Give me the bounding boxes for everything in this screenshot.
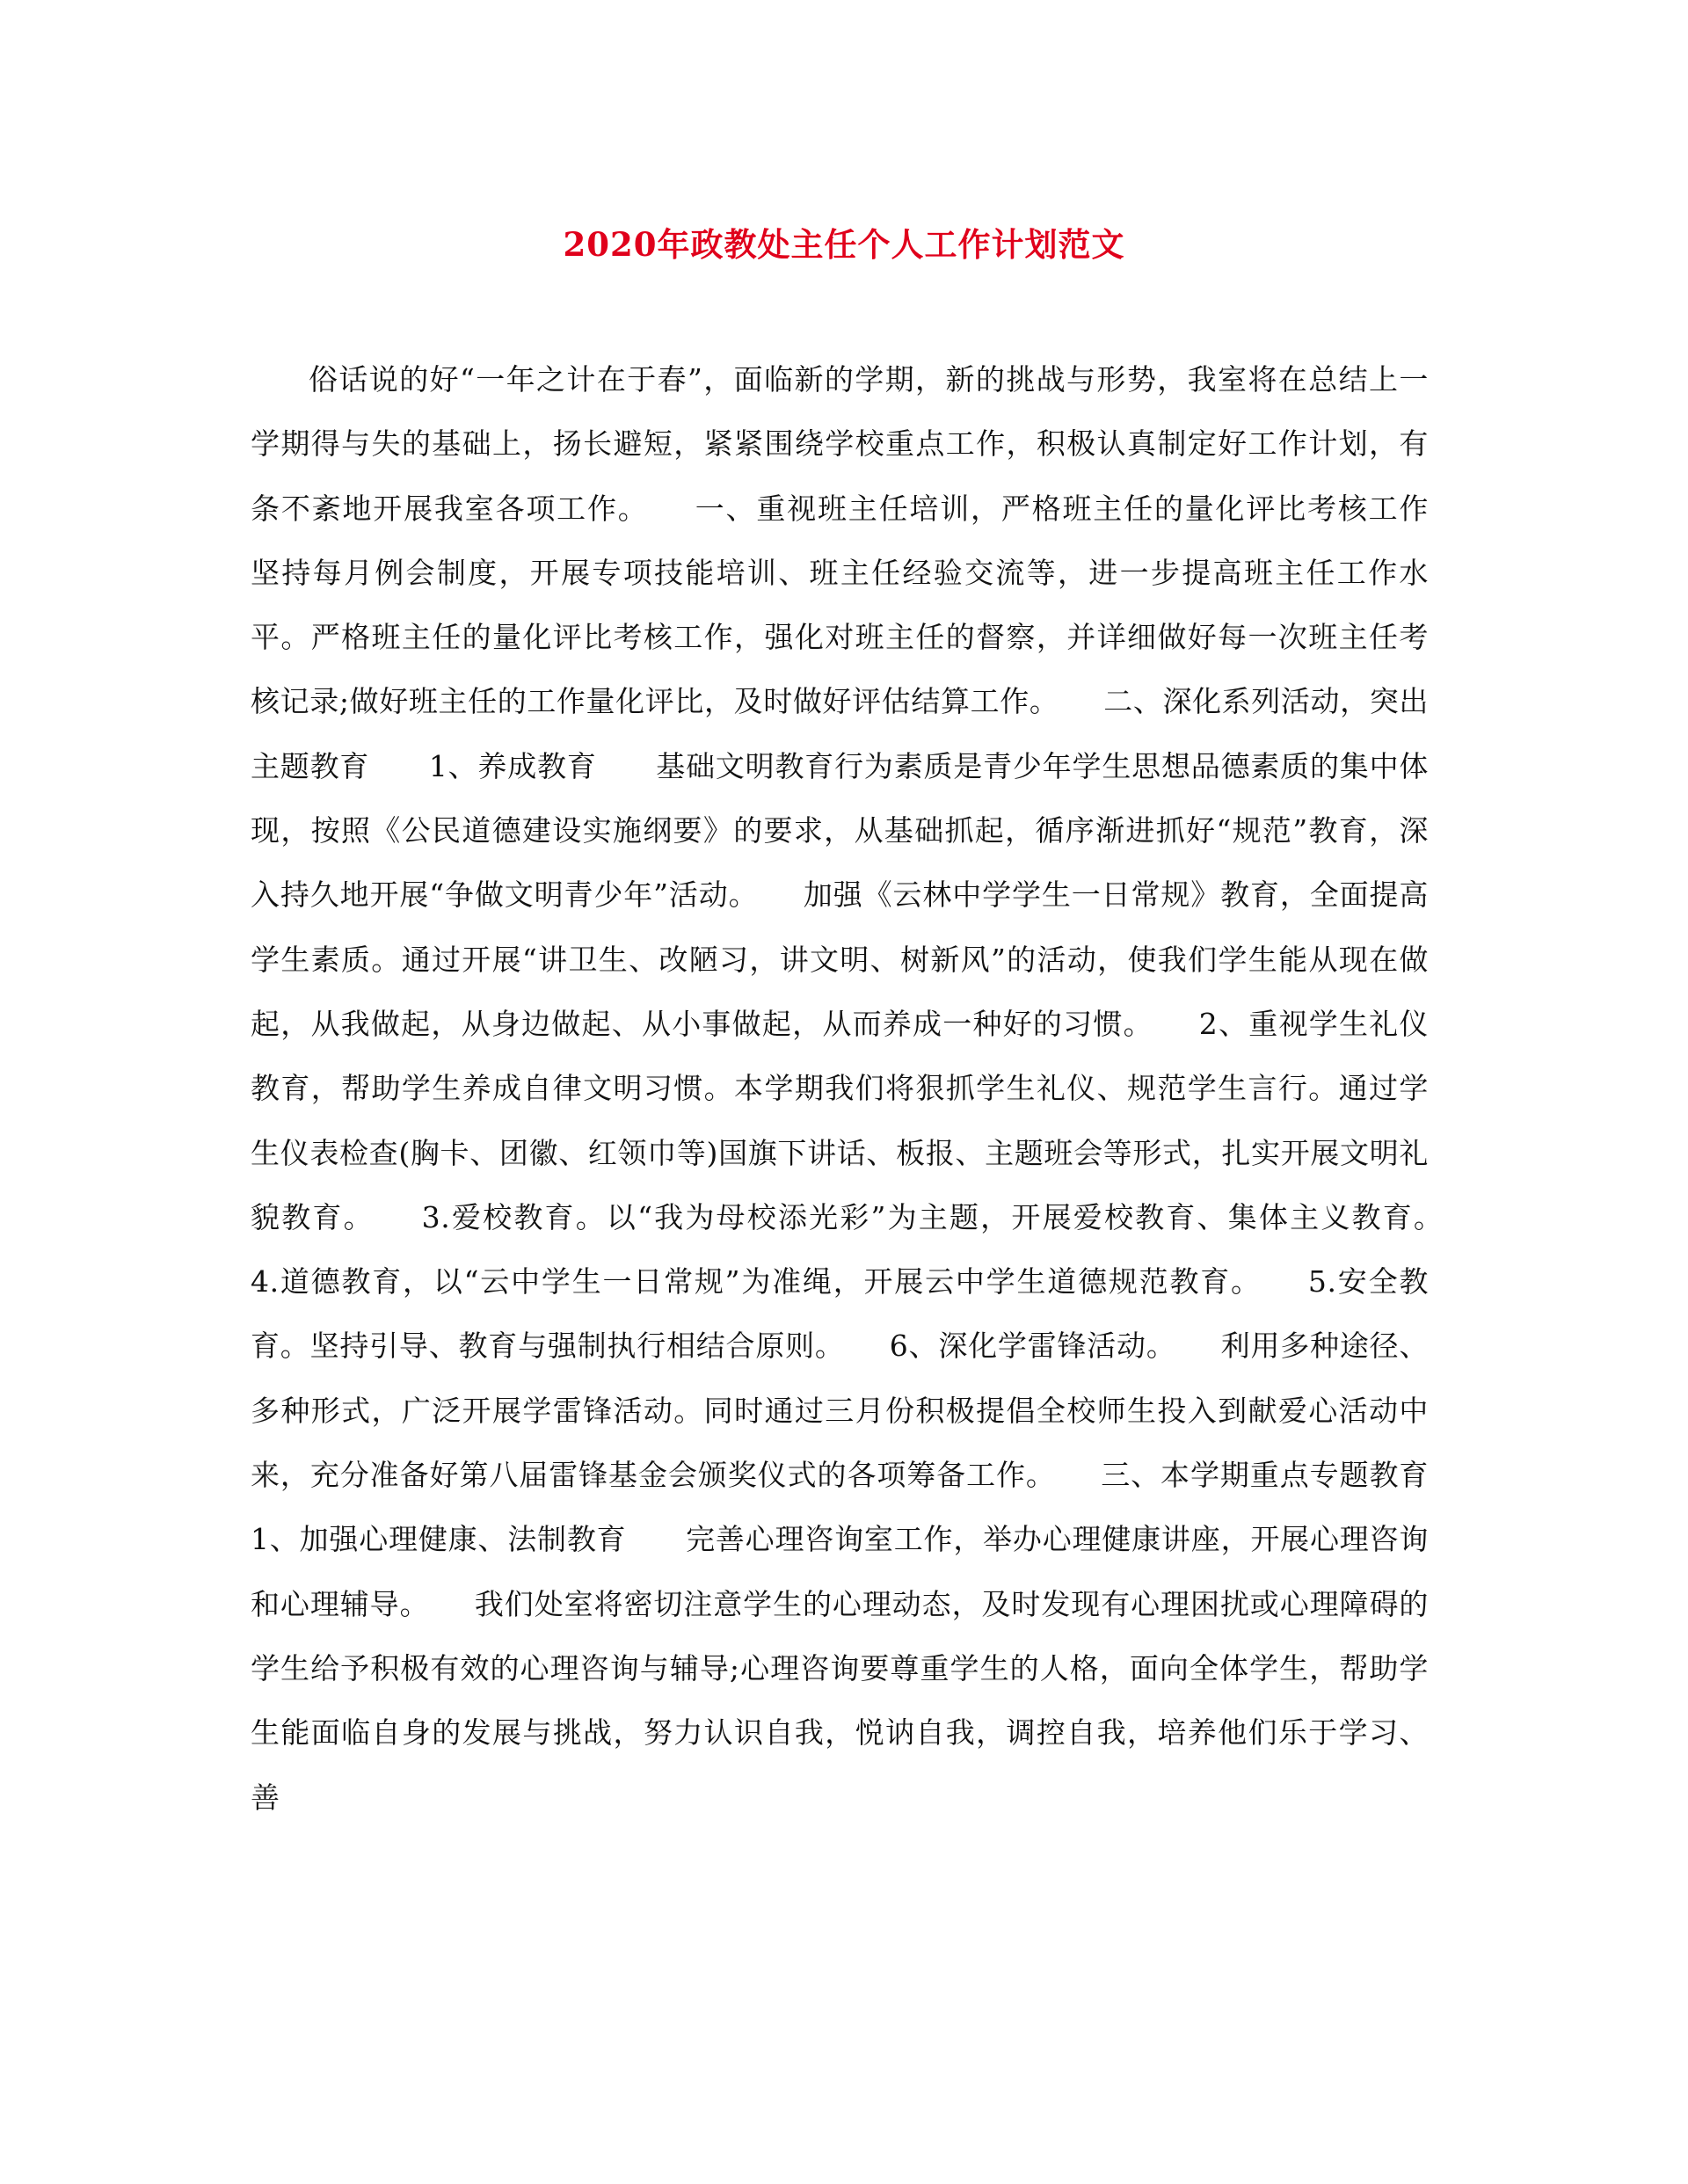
document-title: 2020年政教处主任个人工作计划范文 (563, 225, 1125, 264)
document-body-paragraph: 俗话说的好“一年之计在于春”，面临新的学期，新的挑战与形势，我室将在总结上一学期得与失的基础上，扬长避短，紧紧围绕学校重点工作，积极认真制定好工作计划，有条不紊地开展我室各项工作。 一、重视班主任培训，严格班主任的量化评比考核工作 坚持每月例会制度，开展专项技能培训、班主任经验交流等，进一步提高班主任工作水平。严格班主任的量化评比考核工作，强化对班主任的督察，并详细做好每一次班主任考核记录;做好班主任的工作量化评比，及时做好评估结算工作。 二、深化系列活动，突出主题教育 1、养成教育 基础文明教育行为素质是青少年学生思想品德素质的集中体现，按照《公民道德建设实施纲要》的要求，从基础抓起，循序渐进抓好“规范”教育，深入持久地开展“争做文明青少年”活动。 加强《云林中学学生一日常规》教育，全面提高学生素质。通过开展“讲卫生、改陋习，讲文明、树新风”的活动，使我们学生能从现在做起，从我做起，从身边做起、从小事做起，从而养成一种好的习惯。 2、重视学生礼仪教育，帮助学生养成自律文明习惯。本学期我们将狠抓学生礼仪、规范学生言行。通过学生仪表检查(胸卡、团徽、红领巾等)国旗下讲话、板报、主题班会等形式，扎实开展文明礼貌教育。 3.爱校教育。以“我为母校添光彩”为主题，开展爱校教育、集体主义教育。 4.道德教育，以“云中学生一日常规”为准绳，开展云中学生道德规范教育。 5.安全教育。坚持引导、教育与强制执行相结合原则。 6、深化学雷锋活动。 利用多种途径、多种形式，广泛开展学雷锋活动。同时通过三月份积极提倡全校师生投入到献爱心活动中来，充分准备好第八届雷锋基金会颁奖仪式的各项筹备工作。 三、本学期重点专题教育 1、加强心理健康、法制教育 完善心理咨询室工作，举办心理健康讲座，开展心理咨询和心理辅导。 我们处室将密切注意学生的心理动态，及时发现有心理困扰或心理障碍的学生给予积极有效的心理咨询与辅导;心理咨询要尊重学生的人格，面向全体学生，帮助学生能面临自身的发展与挑战，努力认识自我，悦讷自我，调控自我，培养他们乐于学习、善 (251, 362, 1488, 1815)
